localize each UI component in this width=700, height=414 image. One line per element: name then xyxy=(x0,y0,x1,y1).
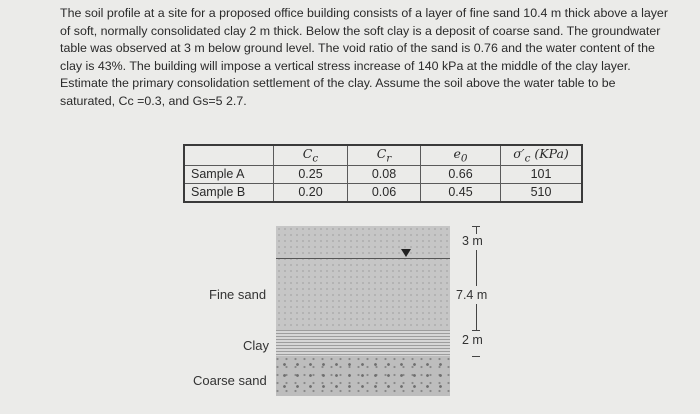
cell-e0: 0.66 xyxy=(421,165,501,183)
fine-sand-label: Fine sand xyxy=(209,287,267,302)
soil-properties-table xyxy=(183,144,583,203)
cell-sigma: 101 xyxy=(501,165,583,183)
cell-cc: 0.20 xyxy=(274,183,348,202)
cell-sigma: 510 xyxy=(501,183,583,202)
header-cc: $C_c$ xyxy=(274,145,348,165)
table-row xyxy=(184,183,582,202)
cell-e0: 0.45 xyxy=(421,183,501,202)
table-row xyxy=(184,165,582,183)
water-table-line xyxy=(276,258,450,259)
table-header-row xyxy=(184,145,582,165)
clay-thickness-label: 2 m xyxy=(462,333,483,347)
header-e0: $e_0$ xyxy=(421,145,501,165)
row-label: Sample B xyxy=(184,183,274,202)
coarse-sand-layer xyxy=(276,356,450,396)
cell-cr: 0.08 xyxy=(348,165,421,183)
sand-thickness-label: 7.4 m xyxy=(456,288,488,302)
problem-statement: The soil profile at a site for a proposed office building consists of a layer of fine sand 10.4 m thick above a layer of soft, normally consolidated clay 2 m thick. Below the soft clay is a deposit of coarse sand. The groundwater table was observed at 3 m below ground level. The void ratio of the sand is 0.76 and the water content of the clay is 43%. The building will impose a vertical stress increase of 140 kPa at the middle of the clay layer. Estimate the primary consolidation settlement of the clay. Assume the soil above the water table to be saturated, Cc =0.3, and Gs=5 2.7. xyxy=(60,6,668,108)
fine-sand-layer xyxy=(276,226,450,330)
dimension-tick xyxy=(472,330,480,331)
header-preconsolidation-stress: $\sigma'_c$ (KPa) xyxy=(501,145,583,165)
clay-label: Clay xyxy=(243,338,270,353)
table-header-blank xyxy=(184,145,274,165)
water-table-marker-icon xyxy=(401,249,411,257)
cell-cc: 0.25 xyxy=(274,165,348,183)
dimension-line xyxy=(476,226,477,234)
dimension-tick-bottom xyxy=(472,356,480,357)
coarse-sand-label: Coarse sand xyxy=(193,373,267,388)
dimension-line xyxy=(476,250,477,286)
header-cr: $C_r$ xyxy=(348,145,421,165)
row-label: Sample A xyxy=(184,165,274,183)
clay-layer xyxy=(276,330,450,356)
water-table-depth-label: 3 m xyxy=(462,234,483,248)
dimension-line xyxy=(476,304,477,330)
cell-cr: 0.06 xyxy=(348,183,421,202)
